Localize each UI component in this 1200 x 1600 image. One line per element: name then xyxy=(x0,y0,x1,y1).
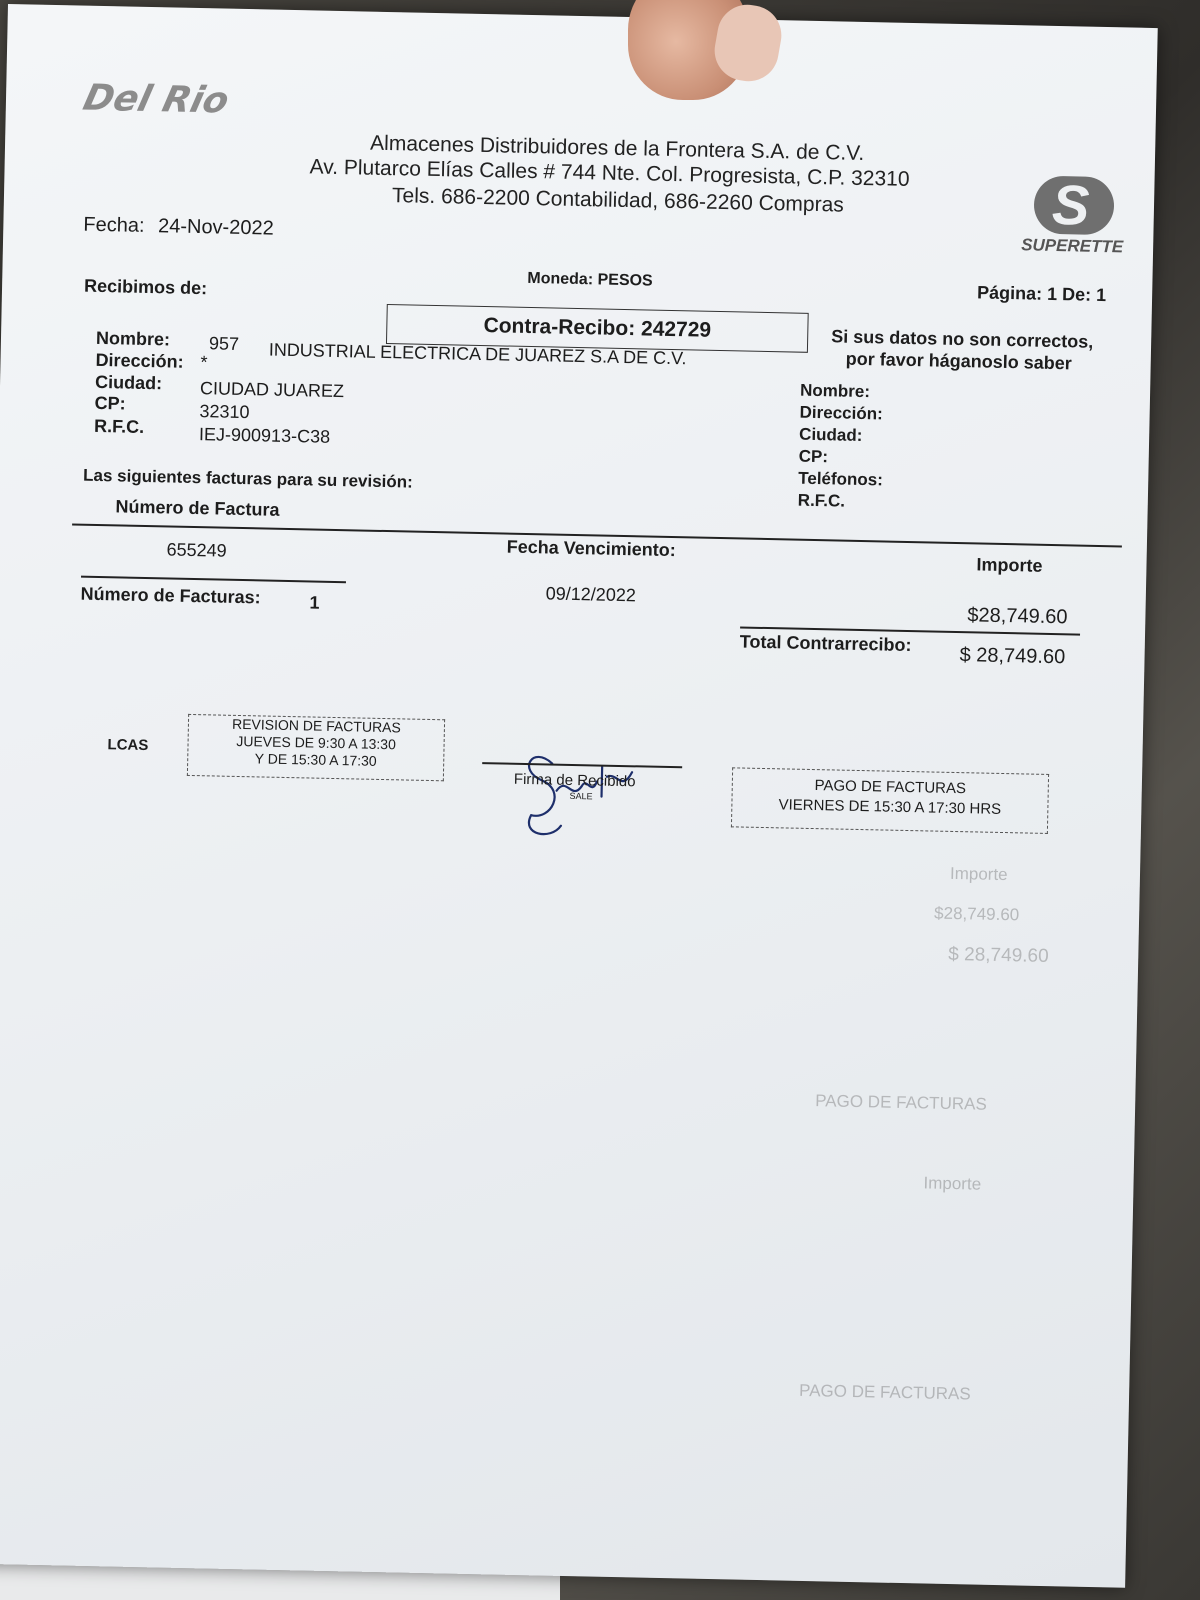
invoice-numero: 655249 xyxy=(166,539,227,561)
moneda: Moneda: PESOS xyxy=(527,269,653,290)
fecha-label: Fecha: xyxy=(83,213,145,237)
nombre-label: Nombre: xyxy=(95,327,171,350)
company-phones: Tels. 686-2200 Contabilidad, 686-2260 Compras xyxy=(391,184,845,217)
revision-title: REVISION DE FACTURAS xyxy=(231,715,402,736)
ghost-importe-2: Importe xyxy=(923,1173,982,1194)
cp-value: 32310 xyxy=(199,401,250,423)
nombre-value: INDUSTRIAL ELECTRICA DE JUAREZ S.A DE C.V. xyxy=(268,339,687,369)
total-label: Total Contrarrecibo: xyxy=(739,631,912,656)
ciudad-label: Ciudad: xyxy=(94,371,163,394)
contra-recibo-document xyxy=(0,4,1158,1588)
recibimos-label: Recibimos de: xyxy=(83,275,208,299)
superette-logo-text: SUPERETTE xyxy=(1020,235,1124,257)
cp-label: CP: xyxy=(94,392,126,414)
firma-label: Firma de Recibido xyxy=(513,770,636,791)
ghost-pago-2: PAGO DE FACTURAS xyxy=(798,1380,971,1404)
fecha-row xyxy=(83,214,274,241)
rfc-value: IEJ-900913-C38 xyxy=(198,424,331,447)
contra-recibo-number: Contra-Recibo: 242729 xyxy=(483,314,712,342)
ghost-total: $ 28,749.60 xyxy=(948,943,1049,968)
invoice-fecha: 09/12/2022 xyxy=(545,583,637,606)
total-value: $ 28,749.60 xyxy=(959,644,1066,669)
pago-title: PAGO DE FACTURAS xyxy=(814,777,967,798)
pagina: Página: 1 De: 1 xyxy=(976,282,1107,306)
count-label: Número de Facturas: xyxy=(80,583,261,608)
firma-small: SALE xyxy=(569,790,593,802)
lcas-label: LCAS xyxy=(107,736,149,755)
corr-nombre: Nombre: xyxy=(799,380,871,402)
rfc-label: R.F.C. xyxy=(93,415,145,437)
company-name: Almacenes Distribuidores de la Frontera S.A. de C.V. xyxy=(369,131,865,165)
col-importe: Importe xyxy=(976,554,1043,576)
pago-line2: VIERNES DE 15:30 A 17:30 HRS xyxy=(778,796,1002,818)
superette-logo-icon xyxy=(1033,176,1114,236)
invoices-intro: Las siguientes facturas para su revisión: xyxy=(82,465,414,492)
del-rio-logo: Del Rio xyxy=(79,77,233,122)
count-value: 1 xyxy=(309,592,320,613)
revision-box xyxy=(187,714,445,781)
ghost-importe: Importe xyxy=(949,863,1008,885)
corr-rfc: R.F.C. xyxy=(797,490,846,511)
revision-line2: JUEVES DE 9:30 A 13:30 xyxy=(236,732,397,753)
corr-cp: CP: xyxy=(798,446,829,467)
ciudad-value: CIUDAD JUAREZ xyxy=(199,378,345,402)
col-fecha-vencimiento: Fecha Vencimiento: xyxy=(506,536,676,561)
direccion-value: * xyxy=(200,352,208,373)
corr-direccion: Dirección: xyxy=(799,402,883,424)
invoice-importe: $28,749.60 xyxy=(967,604,1068,629)
fecha-value: 24-Nov-2022 xyxy=(157,215,274,240)
corr-ciudad: Ciudad: xyxy=(798,424,863,445)
nombre-code: 957 xyxy=(208,333,240,354)
direccion-label: Dirección: xyxy=(95,349,184,372)
ghost-pago: PAGO DE FACTURAS xyxy=(815,1091,987,1114)
ghost-importe-value: $28,749.60 xyxy=(933,903,1020,925)
corr-telefonos: Teléfonos: xyxy=(798,468,884,490)
notice-line1: Si sus datos no son correctos, xyxy=(831,326,1094,352)
notice-line2: por favor háganoslo saber xyxy=(845,348,1072,374)
pago-box xyxy=(731,767,1049,834)
col-numero-factura: Número de Factura xyxy=(115,496,280,520)
company-address: Av. Plutarco Elías Calles # 744 Nte. Col. Progresista, C.P. 32310 xyxy=(309,155,910,191)
count-rule xyxy=(81,576,346,584)
revision-line3: Y DE 15:30 A 17:30 xyxy=(254,750,377,769)
